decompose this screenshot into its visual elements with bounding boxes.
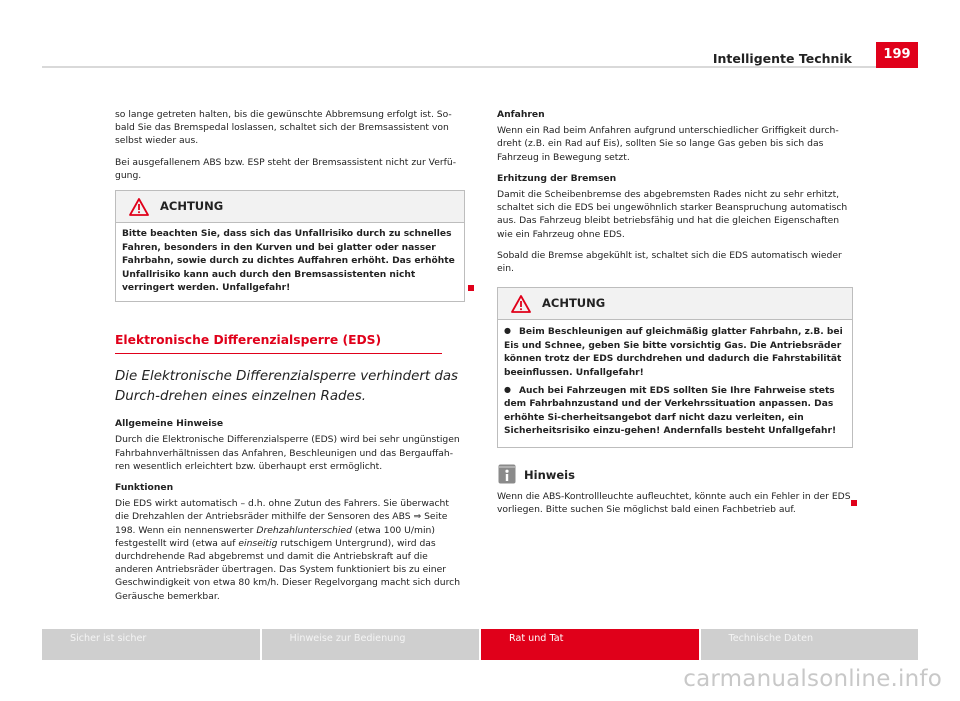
info-note-icon bbox=[498, 464, 516, 484]
warning-triangle-icon bbox=[511, 295, 531, 313]
warning-header bbox=[116, 191, 464, 223]
warning-bullet: ● Auch bei Fahrzeugen mit EDS sollten Sie Ihre Fahrweise stets dem Fahrbahnzustand und der Verkehrssituation anpassen. Das erhöhte Si-cherheitsangebot darf nicht dazu verleiten, ein Sicherheitsrisiko einzu-gehen! Andernfalls besteht Unfallgefahr! bbox=[504, 384, 846, 439]
warning-label: ACHTUNG bbox=[542, 296, 606, 311]
end-marker bbox=[468, 285, 474, 291]
general-heading: Allgemeine Hinweise bbox=[115, 418, 224, 430]
warning-box bbox=[115, 190, 465, 302]
watermark: carmanualsonline.info bbox=[683, 666, 942, 692]
note-text: Wenn die ABS-Kontrollleuchte aufleuchtet, könnte auch ein Fehler in der EDS vorliegen. Bitte suchen Sie möglichst bald einen Fachbetrieb auf. bbox=[497, 490, 851, 516]
footer-tabs bbox=[42, 629, 918, 660]
left-column bbox=[115, 108, 465, 611]
warning-text: Bitte beachten Sie, dass sich das Unfallrisiko durch zu schnelles Fahren, besonders in den Kurven und bei glatter oder nasser Fahrbahn, sowie durch zu dichtes Auffahren erhöht. Das erhöhte Unfallrisiko kann auch durch den Bremsassistenten nicht verringert werden. Unfallgefahr! bbox=[122, 229, 455, 294]
footer-tab-bedienung[interactable]: Hinweise zur Bedienung bbox=[262, 629, 480, 660]
warning-bullet: ● Beim Beschleunigen auf gleichmäßig glatter Fahrbahn, z.B. bei Eis und Schnee, geben Sie bitte vorsichtig Gas. Die Antriebsräder können trotz der EDS durchdrehen und dadurch die Fahrstabilität beeinflussen. Unfallgefahr! bbox=[504, 325, 846, 380]
footer-tab-technische-daten[interactable]: Technische Daten bbox=[701, 629, 919, 660]
warning-header bbox=[498, 288, 852, 320]
eds-section-title: Elektronische Differenzialsperre (EDS) bbox=[115, 334, 442, 354]
paragraph: so lange getreten halten, bis die gewünschte Abbremsung erfolgt ist. So-bald Sie das Bremspedal loslassen, schaltet sich der Bremsassistent von selbst wieder aus. bbox=[115, 109, 452, 147]
section-title: Intelligente Technik bbox=[712, 51, 852, 66]
emphasis: Drehzahlunterschied bbox=[256, 524, 352, 536]
eds-intro: Die Elektronische Differenzialsperre verhindert das Durch-drehen eines einzelnen Rades. bbox=[115, 369, 459, 405]
anfahren-heading: Anfahren bbox=[497, 109, 545, 120]
page-number: 199 bbox=[876, 42, 918, 68]
right-column bbox=[497, 108, 853, 524]
general-text: Durch die Elektronische Differenzialsperre (EDS) wird bei sehr ungünstigen Fahrbahnverhältnissen das Anfahren, Beschleunigen und das Bergauffah-ren wesentlich erleichtert bzw. überhaupt erst ermöglicht. bbox=[115, 434, 460, 472]
footer-tab-sicher[interactable]: Sicher ist sicher bbox=[42, 629, 260, 660]
heat-heading: Erhitzung der Bremsen bbox=[497, 172, 617, 184]
functions-text: Die EDS wirkt automatisch – d.h. ohne Zutun des Fahrers. Sie überwacht die Drehzahlen der Antriebsräder mithilfe der Sensoren des ABS ⇒ Seite 198. Wenn ein nennenswerter Drehzahlunterschied (etwa 100 U/min) festgestellt wird (etwa auf einseitig rutschigem Untergrund), wird das durchdrehende Rad abgebremst und damit die Antriebskraft auf die anderen Antriebsräder übertragen. Das System funktioniert bis zu einer Geschwindigkeit von etwa 80 km/h. Dieser Regelvorgang macht sich durch Geräusche bemerkbar. bbox=[115, 498, 461, 602]
note-label: Hinweis bbox=[524, 467, 575, 482]
note-header bbox=[497, 462, 853, 486]
functions-heading: Funktionen bbox=[115, 482, 174, 493]
heat-text: Damit die Scheibenbremse des abgebremsten Rades nicht zu sehr erhitzt, schaltet sich die EDS bei ungewöhnlich starker Beanspruchung automatisch aus. Das Fahrzeug bleibt betriebsfähig und hat die gleichen Eigenschaften wie ein Fahrzeug ohne EDS. bbox=[497, 189, 848, 240]
header-rule bbox=[42, 66, 918, 68]
warning-triangle-icon bbox=[129, 198, 149, 216]
end-marker bbox=[851, 500, 857, 506]
paragraph: Bei ausgefallenem ABS bzw. ESP steht der Bremsassistent nicht zur Verfü-gung. bbox=[115, 156, 457, 181]
warning-label: ACHTUNG bbox=[160, 199, 224, 214]
warning-box bbox=[497, 287, 853, 448]
anfahren-text: Wenn ein Rad beim Anfahren aufgrund unterschiedlicher Griffigkeit durch-dreht (z.B. ein Rad auf Eis), sollten Sie so lange Gas geben bis sich das Fahrzeug in Bewegung setzt. bbox=[497, 125, 839, 163]
warning-body bbox=[498, 320, 852, 447]
footer-tab-rat-und-tat[interactable]: Rat und Tat bbox=[481, 629, 699, 660]
cool-text: Sobald die Bremse abgekühlt ist, schaltet sich die EDS automatisch wieder ein. bbox=[497, 249, 842, 275]
emphasis: einseitig bbox=[238, 537, 278, 549]
